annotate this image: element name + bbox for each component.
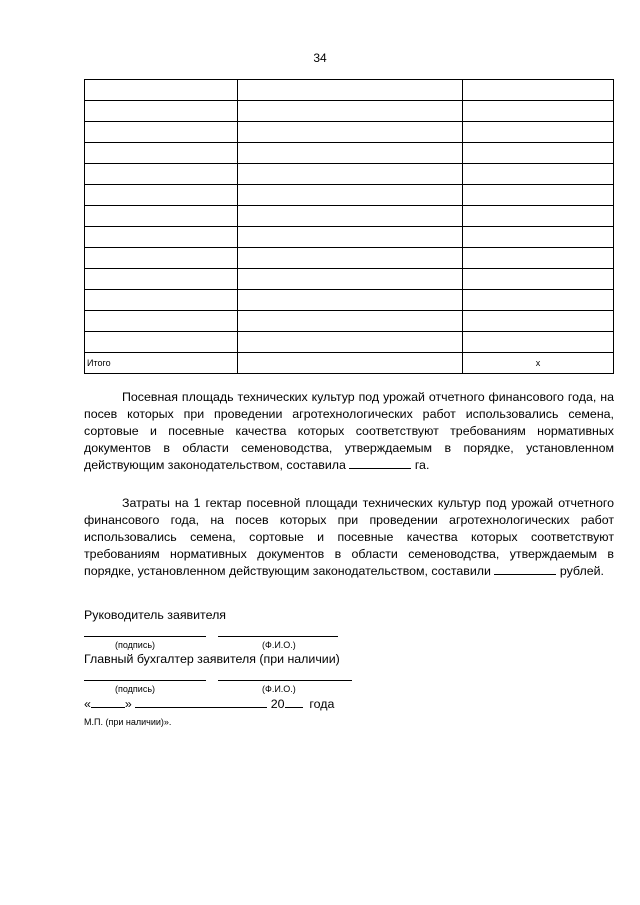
- paragraph-costs: [84, 495, 614, 580]
- table-row: [85, 269, 614, 290]
- table-cell[interactable]: [238, 206, 463, 227]
- accountant-name-line[interactable]: [218, 680, 352, 681]
- table-row: [85, 80, 614, 101]
- head-title: Руководитель заявителя: [84, 608, 227, 622]
- table-cell[interactable]: [238, 101, 463, 122]
- table-cell[interactable]: [85, 227, 238, 248]
- table-cell[interactable]: [85, 332, 238, 353]
- table-row: [85, 164, 614, 185]
- table-row: [85, 311, 614, 332]
- table-row: [85, 101, 614, 122]
- table-cell[interactable]: [238, 269, 463, 290]
- table-cell[interactable]: [238, 332, 463, 353]
- total-mark: х: [463, 353, 614, 374]
- stamp-note: М.П. (при наличии)».: [84, 717, 172, 727]
- table-cell[interactable]: [85, 80, 238, 101]
- table-cell[interactable]: [238, 122, 463, 143]
- table-cell[interactable]: [85, 122, 238, 143]
- page-number: 34: [313, 51, 327, 65]
- table-cell[interactable]: [463, 227, 614, 248]
- table-cell[interactable]: [85, 206, 238, 227]
- table-cell[interactable]: [85, 269, 238, 290]
- table-cell[interactable]: [463, 164, 614, 185]
- table-cell[interactable]: [238, 143, 463, 164]
- table-row: [85, 206, 614, 227]
- cost-unit: рублей.: [559, 563, 604, 578]
- table-cell[interactable]: [463, 248, 614, 269]
- date-line: [84, 696, 334, 711]
- table-cell[interactable]: [85, 311, 238, 332]
- table-cell[interactable]: [463, 311, 614, 332]
- total-value-cell[interactable]: [238, 353, 463, 374]
- table-cell[interactable]: [85, 143, 238, 164]
- paragraph-sown-area: [84, 389, 614, 474]
- table-cell[interactable]: [463, 101, 614, 122]
- table-row: [85, 332, 614, 353]
- accountant-name-label: (Ф.И.О.): [262, 684, 296, 694]
- table-row: [85, 143, 614, 164]
- data-table: [84, 79, 614, 374]
- month-blank-field[interactable]: [135, 696, 267, 708]
- table-cell[interactable]: [238, 311, 463, 332]
- table-cell[interactable]: [238, 80, 463, 101]
- table-row: [85, 248, 614, 269]
- paragraph-costs-text: Затраты на 1 гектар посевной площади технических культур под урожай отчетного финансового года, на посев которых при проведении агротехнологических работ использовались семена, сортовые и посевные качества которых соответствуют требованиям нормативных документов в области семеноводства, утверждаемым в порядке, установленном действующим законодательством, составили: [84, 496, 614, 578]
- table-cell[interactable]: [85, 248, 238, 269]
- date-open-quote: «: [84, 697, 91, 711]
- table-cell[interactable]: [85, 185, 238, 206]
- head-signature-line[interactable]: [84, 636, 206, 637]
- table-row: [85, 122, 614, 143]
- total-row: [85, 353, 614, 374]
- table-row: [85, 185, 614, 206]
- table-cell[interactable]: [463, 143, 614, 164]
- table-cell[interactable]: [463, 185, 614, 206]
- table-cell[interactable]: [463, 269, 614, 290]
- table-cell[interactable]: [238, 185, 463, 206]
- table-cell[interactable]: [85, 290, 238, 311]
- head-name-line[interactable]: [218, 636, 338, 637]
- accountant-signature-label: (подпись): [115, 684, 156, 694]
- accountant-title: Главный бухгалтер заявителя (при наличии): [84, 652, 340, 666]
- head-name-label: (Ф.И.О.): [262, 640, 296, 650]
- accountant-signature-line[interactable]: [84, 680, 206, 681]
- table-cell[interactable]: [463, 122, 614, 143]
- date-close-quote: »: [124, 697, 132, 711]
- table-cell[interactable]: [238, 164, 463, 185]
- area-blank-field[interactable]: [349, 457, 411, 469]
- table-cell[interactable]: [238, 227, 463, 248]
- cost-blank-field[interactable]: [494, 563, 556, 575]
- table-cell[interactable]: [463, 332, 614, 353]
- table-row: [85, 290, 614, 311]
- table-cell[interactable]: [463, 80, 614, 101]
- area-unit: га.: [414, 457, 430, 472]
- head-signature-label: (подпись): [115, 640, 156, 650]
- table-cell[interactable]: [85, 101, 238, 122]
- table-cell[interactable]: [238, 290, 463, 311]
- table-cell[interactable]: [238, 248, 463, 269]
- table-cell[interactable]: [463, 290, 614, 311]
- day-blank-field[interactable]: [91, 696, 125, 708]
- year-prefix: 20: [270, 697, 285, 711]
- year-blank-field[interactable]: [285, 696, 303, 708]
- paragraph-sown-area-text: Посевная площадь технических культур под урожай отчетного финансового года, на посев которых при проведении агротехнологических работ использовались семена, сортовые и посевные качества которых соответствуют требованиям нормативных документов в области семеноводства, утверждаемым в порядке, установленном действующим законодательством, составила: [84, 390, 614, 472]
- total-label: Итого: [85, 353, 238, 374]
- table-cell[interactable]: [463, 206, 614, 227]
- table-cell[interactable]: [85, 164, 238, 185]
- table-row: [85, 227, 614, 248]
- year-suffix: года: [309, 697, 335, 711]
